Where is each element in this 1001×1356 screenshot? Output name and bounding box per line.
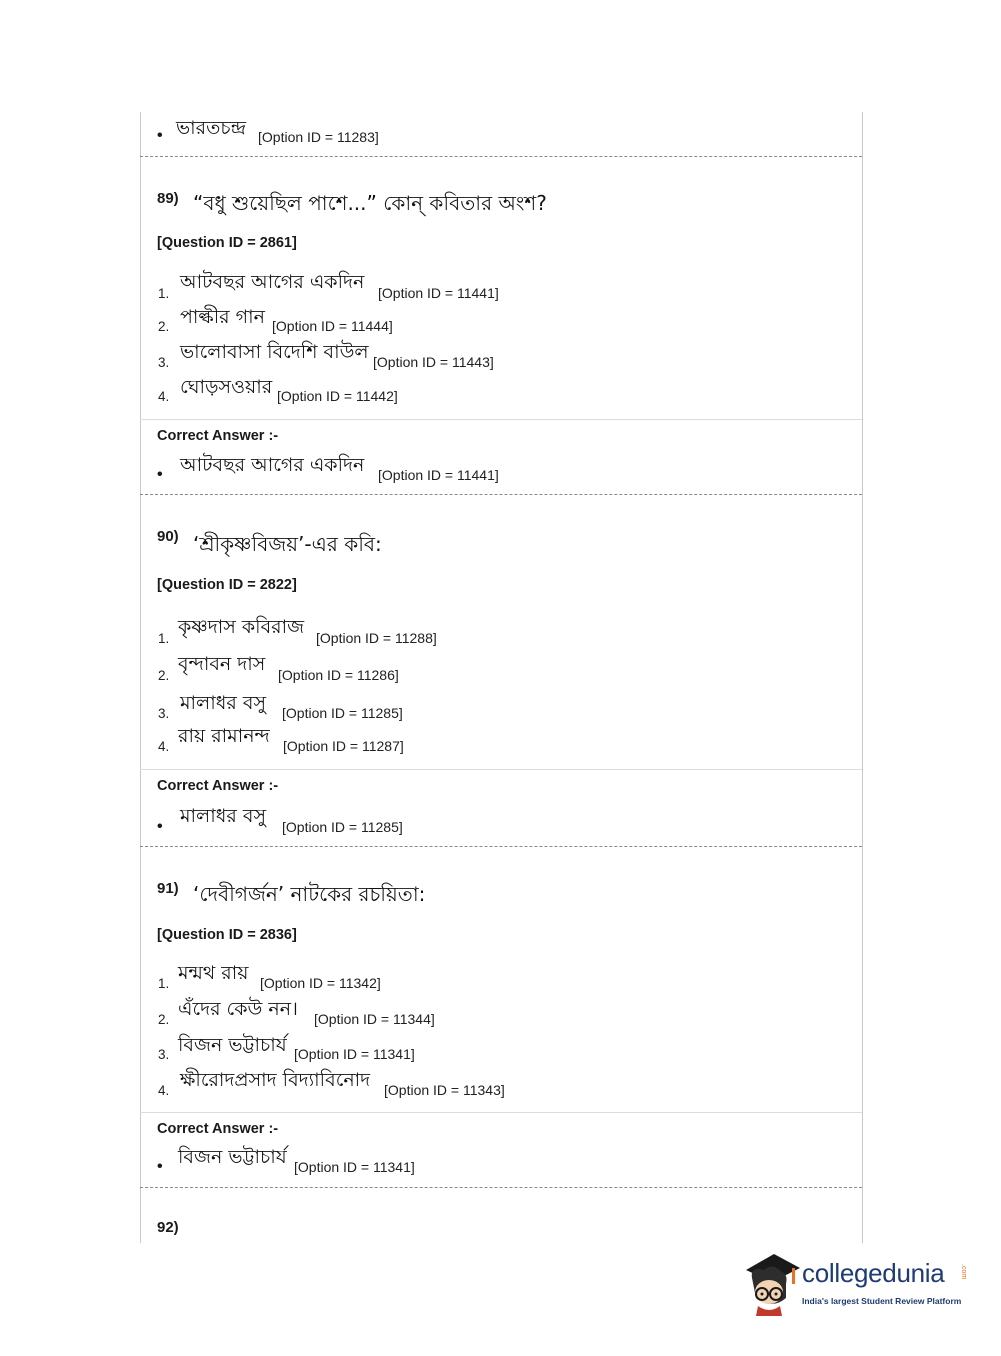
brand-name: collegedunia <box>802 1258 945 1288</box>
prev-answer-option-id: [Option ID = 11283] <box>258 129 379 145</box>
option-number: 3. <box>158 706 170 721</box>
option-id: [Option ID = 11285] <box>282 705 403 721</box>
correct-answer-label: Correct Answer :- <box>157 1121 279 1137</box>
question-id: [Question ID = 2836] <box>157 927 297 943</box>
student-mascot-icon <box>742 1248 802 1316</box>
answer-divider <box>140 419 862 420</box>
prev-answer-text: ভারতচন্দ্র <box>176 117 246 139</box>
option-number: 2. <box>158 1012 170 1027</box>
option-number: 4. <box>158 1083 170 1098</box>
correct-answer-label: Correct Answer :- <box>157 428 279 444</box>
correct-answer-option-id: [Option ID = 11285] <box>282 819 403 835</box>
option-text: এঁদের কেউ নন। <box>178 998 298 1020</box>
bullet: • <box>157 466 163 483</box>
question-text: ‘দেবীগর্জন’ নাটকের রচয়িতা: <box>193 882 426 906</box>
question-number: 89) <box>157 190 179 207</box>
option-id: [Option ID = 11342] <box>260 975 381 991</box>
option-text: ঘোড়সওয়ার <box>180 376 273 398</box>
option-text: মন্মথ রায় <box>178 962 249 984</box>
question-id: [Question ID = 2822] <box>157 577 297 593</box>
option-number: 1. <box>158 631 170 646</box>
option-text: বৃন্দাবন দাস <box>178 653 266 675</box>
option-text: ক্ষীরোদপ্রসাদ বিদ্যাবিনোদ <box>180 1069 371 1091</box>
option-text: কৃষ্ণদাস কবিরাজ <box>178 616 305 638</box>
option-id: [Option ID = 11443] <box>373 354 494 370</box>
question-number: 90) <box>157 528 179 545</box>
option-id: [Option ID = 11442] <box>277 388 398 404</box>
option-text: আটবছর আগের একদিন <box>180 271 365 293</box>
correct-answer-option-id: [Option ID = 11441] <box>378 467 499 483</box>
option-text: বিজন ভট্টাচার্য <box>178 1034 287 1056</box>
option-id: [Option ID = 11344] <box>314 1011 435 1027</box>
correct-answer-label: Correct Answer :- <box>157 778 279 794</box>
brand-tagline: India's largest Student Review Platform <box>802 1296 962 1306</box>
option-text: ভালোবাসা বিদেশি বাউল <box>180 341 369 363</box>
option-text: মালাধর বসু <box>180 692 266 714</box>
option-text: রায় রামানন্দ <box>178 725 270 747</box>
option-id: [Option ID = 11288] <box>316 630 437 646</box>
brand-suffix: .com <box>960 1264 967 1280</box>
question-id: [Question ID = 2861] <box>157 235 297 251</box>
answer-divider <box>140 769 862 770</box>
option-number: 2. <box>158 668 170 683</box>
question-number: 91) <box>157 880 179 897</box>
correct-answer-text: বিজন ভট্টাচার্য <box>178 1146 287 1168</box>
collegedunia-logo[interactable] <box>742 1248 972 1318</box>
question-text: ‘শ্রীকৃষ্ণবিজয়’-এর কবি: <box>193 532 382 556</box>
section-divider <box>140 846 862 847</box>
question-text: “বধু শুয়েছিল পাশে...” কোন্‌ কবিতার অংশ? <box>193 191 547 215</box>
option-id: [Option ID = 11343] <box>384 1082 505 1098</box>
option-number: 3. <box>158 1047 170 1062</box>
correct-answer-option-id: [Option ID = 11341] <box>294 1159 415 1175</box>
option-number: 3. <box>158 355 170 370</box>
answer-divider <box>140 1112 862 1113</box>
option-number: 4. <box>158 739 170 754</box>
option-id: [Option ID = 11441] <box>378 285 499 301</box>
option-id: [Option ID = 11341] <box>294 1046 415 1062</box>
option-id: [Option ID = 11287] <box>283 738 404 754</box>
option-id: [Option ID = 11286] <box>278 667 399 683</box>
bullet: • <box>157 818 163 835</box>
option-number: 1. <box>158 976 170 991</box>
section-divider <box>140 494 862 495</box>
option-id: [Option ID = 11444] <box>272 318 393 334</box>
correct-answer-text: আটবছর আগের একদিন <box>180 454 365 476</box>
option-number: 1. <box>158 286 170 301</box>
bullet: • <box>157 127 163 144</box>
correct-answer-text: মালাধর বসু <box>180 805 266 827</box>
question-number: 92) <box>157 1219 179 1236</box>
section-divider <box>140 1187 862 1188</box>
bullet: • <box>157 1158 163 1175</box>
section-divider <box>140 156 862 157</box>
option-number: 2. <box>158 319 170 334</box>
option-text: পাল্কীর গান <box>180 306 265 328</box>
option-number: 4. <box>158 389 170 404</box>
